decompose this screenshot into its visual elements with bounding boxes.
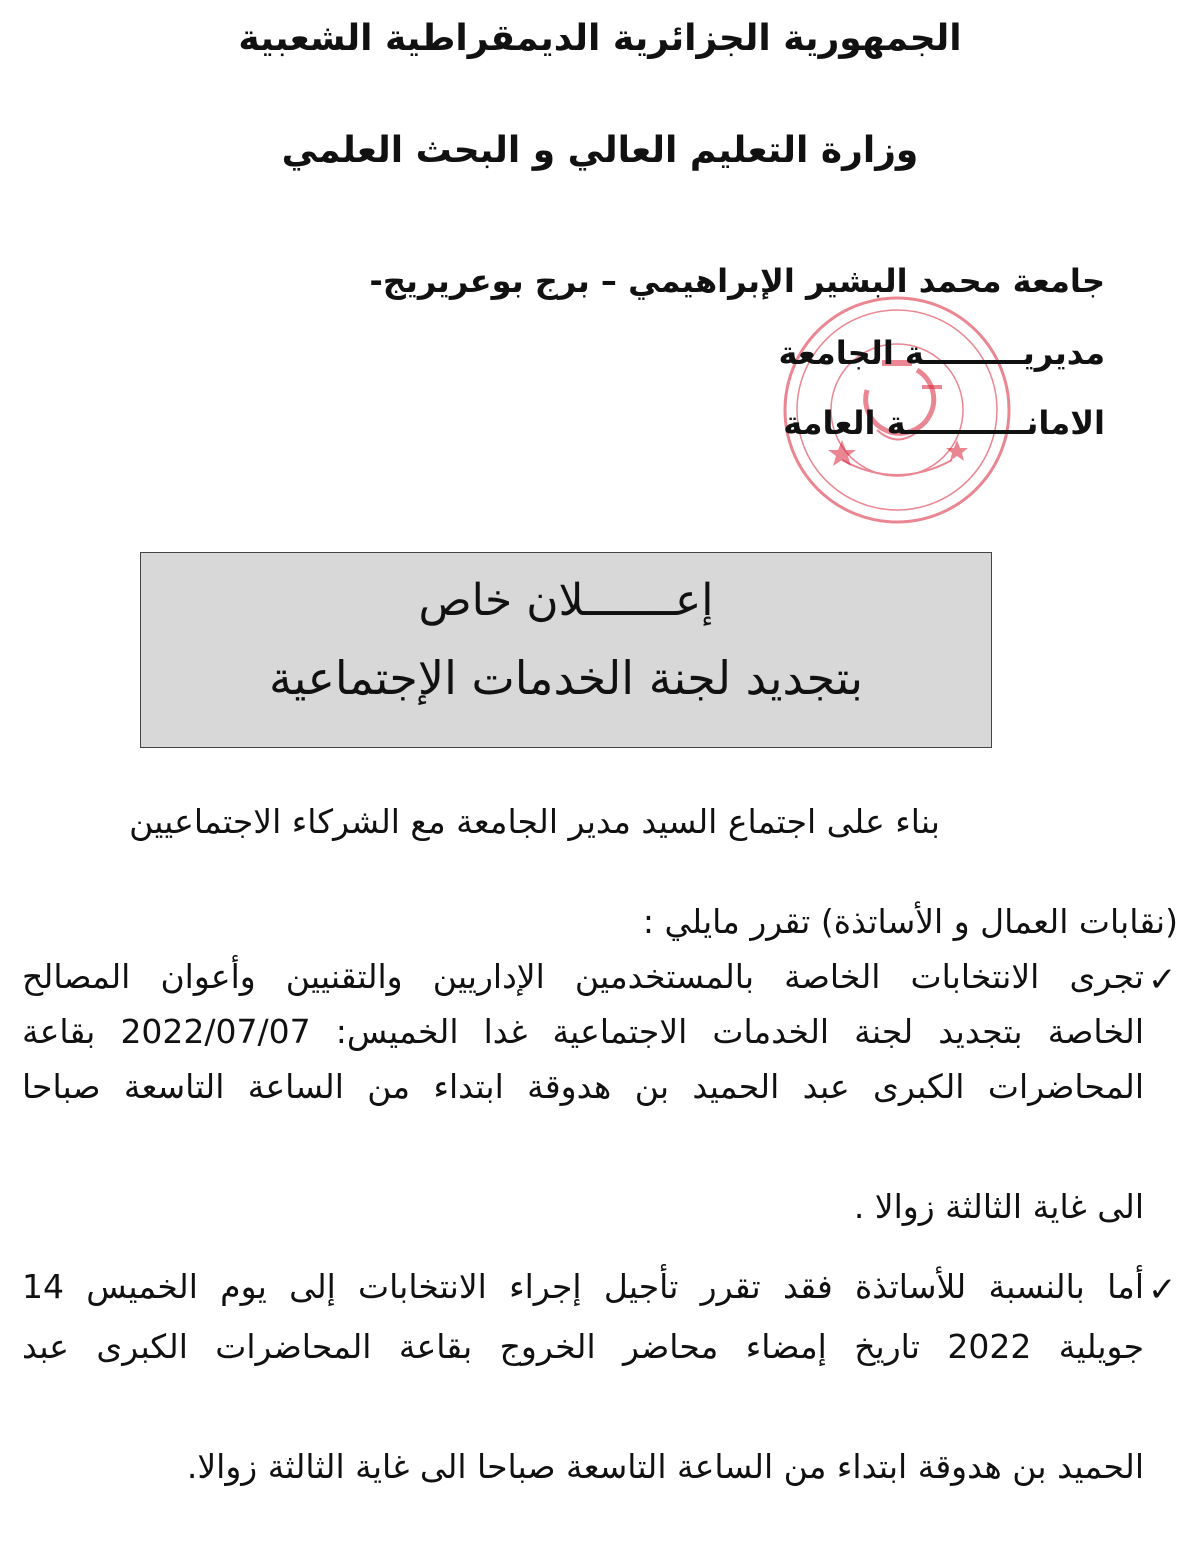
bullet-line: المحاضرات الكبرى عبد الحميد بن هدوقة ابتداء من الساعة التاسعة صباحا <box>22 1067 1144 1106</box>
intro-line: (نقابات العمال و الأساتذة) تقرر مايلي : <box>642 902 1178 941</box>
announcement-title: إعـــــــلان خاص <box>418 575 714 626</box>
bullet-line: الى غاية الثالثة زوالا . <box>853 1187 1144 1226</box>
bullet-line: الخاصة بتجديد لجنة الخدمات الاجتماعية غدا الخميس: 2022/07/07 بقاعة <box>22 1012 1144 1051</box>
ministry-heading: وزارة التعليم العالي و البحث العلمي <box>281 130 919 171</box>
bullet-line: جويلية 2022 تاريخ إمضاء محاضر الخروج بقاعة المحاضرات الكبرى عبد <box>22 1327 1144 1366</box>
intro-line: بناء على اجتماع السيد مدير الجامعة مع الشركاء الاجتماعيين <box>129 802 940 841</box>
university-name: جامعة محمد البشير الإبراهيمي – برج بوعريريج- <box>369 262 1105 300</box>
announcement-subtitle: بتجديد لجنة الخدمات الإجتماعية <box>268 651 864 705</box>
announcement-box <box>140 552 992 748</box>
republic-heading: الجمهورية الجزائرية الديمقراطية الشعبية <box>238 18 962 59</box>
directorate-name: مديريـــــــــة الجامعة <box>778 334 1105 372</box>
bullet-line: أما بالنسبة للأساتذة فقد تقرر تأجيل إجراء الانتخابات إلى يوم الخميس 14 <box>22 1267 1144 1306</box>
checkmark-icon: ✓ <box>1148 1270 1177 1310</box>
bullet-line: تجرى الانتخابات الخاصة بالمستخدمين الإداريين والتقنيين وأعوان المصالح <box>22 957 1144 996</box>
checkmark-icon: ✓ <box>1148 960 1177 1000</box>
bullet-line: الحميد بن هدوقة ابتداء من الساعة التاسعة صباحا الى غاية الثالثة زوالا. <box>186 1447 1144 1486</box>
secretariat-name: الامانـــــــــــة العامة <box>783 404 1105 442</box>
